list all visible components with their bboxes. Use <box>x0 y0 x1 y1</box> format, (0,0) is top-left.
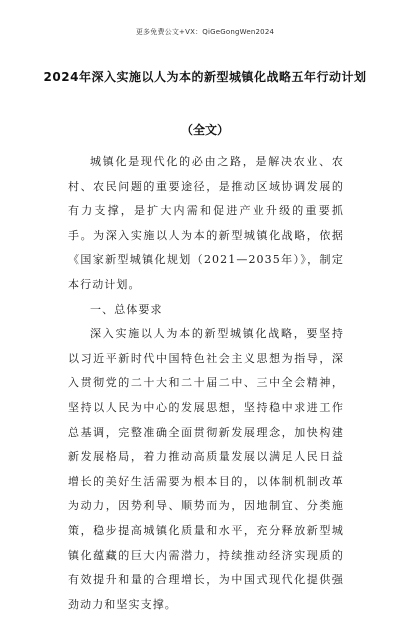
document-subtitle: （全文） <box>180 123 229 137</box>
document-body <box>68 150 344 617</box>
section-paragraph: 深入实施以人为本的新型城镇化战略，要坚持以习近平新时代中国特色社会主义思想为指导，深入贯彻党的二十大和二十届二中、三中全会精神，坚持以人民为中心的发展思想，坚持稳中求进工作总基调，完整准确全面贯彻新发展理念，加快构建新发展格局，着力推动高质量发展以满足人民日益增长的美好生活需要为根本目的，以体制机制改革为动力，因势利导、顺势而为，因地制宜、分类施策，稳步提高城镇化质量和水平，充分释放新型城镇化蕴藏的巨大内需潜力，持续推动经济实现质的有效提升和量的合理增长，为中国式现代化提供强劲动力和坚实支撑。 <box>68 327 344 611</box>
intro-paragraph: 城镇化是现代化的必由之路，是解决农业、农村、农民问题的重要途径，是推动区域协调发展的有力支撑，是扩大内需和促进产业升级的重要抓手。为深入实施以人为本的新型城镇化战略，依据《国家新型城镇化规划（2021—2035年）》，制定本行动计划。 <box>68 155 344 291</box>
header-promo-note: 更多免费公文+VX：QiGeGongWen2024 <box>135 28 275 36</box>
document-title: 2024年深入实施以人为本的新型城镇化战略五年行动计划 <box>43 70 367 84</box>
section-heading-general-requirements: 一、总体要求 <box>90 302 163 316</box>
